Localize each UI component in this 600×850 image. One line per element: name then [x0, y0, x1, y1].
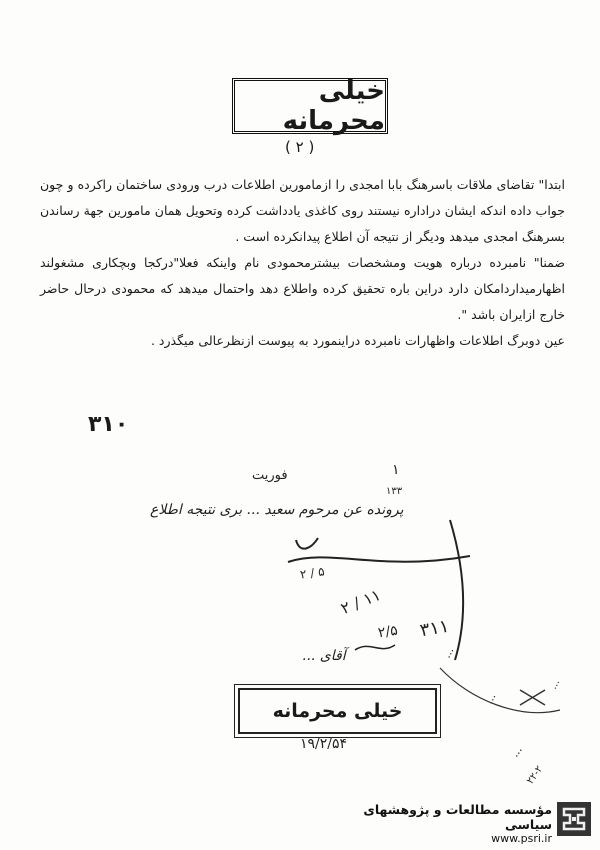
paragraph-2: ضمنا" نامبرده درباره هویت ومشخصات بیشترمحمودی نام واینکه فعلا"درکجا وبچکاری مشغولند اظهارمیداردامکان دارد دراین باره تحقیق کرده واطلاع دهد واحتمال میدهد که محمودی درحال حاضر خارج ازایران باشد ". [40, 255, 565, 322]
handwritten-number-2: ۳۱۱ [418, 615, 451, 642]
stroke-signature-1 [296, 538, 318, 549]
letter-body [40, 172, 565, 354]
document-number: ۳۱۰ [88, 412, 129, 437]
handwritten-number-1: ۲/۵ [376, 622, 399, 642]
archive-url[interactable]: www.psri.ir [491, 832, 552, 845]
page-number: ( ۲ ) [285, 138, 315, 156]
classification-stamp-bottom-text: خیلی محرمانه [272, 700, 403, 722]
stroke-bottom-left [355, 645, 395, 650]
handwritten-addressee: آقای ... [302, 648, 346, 664]
handwritten-note: پرونده عن مرحوم سعید ... بری نتیجه اطلاع [150, 502, 404, 518]
handwritten-side-note-4: ... [508, 743, 525, 760]
stroke-underline-1 [288, 556, 470, 562]
handwritten-mark-1: ۵ / ۲ [299, 564, 326, 582]
handwritten-code: ۱۳۳ [386, 486, 403, 497]
handwritten-side-note-5: ۲۲-۲ [525, 764, 546, 787]
handwritten-urgency: فوریت [252, 468, 288, 483]
archive-footer [320, 802, 552, 845]
handwritten-side-note-1: ... [440, 644, 457, 661]
handwritten-side-note-3: ... [548, 677, 563, 692]
logo-glyph [560, 805, 588, 833]
archive-org-name: مؤسسه مطالعات و پژوهشهای سیاسی [363, 802, 552, 832]
stroke-side-arc [440, 668, 563, 713]
handwritten-one: ۱ [392, 462, 400, 478]
handwritten-mark-2: ۱۱ / ۲ [337, 584, 384, 619]
handwritten-side-note-2: ... [482, 690, 499, 707]
classification-stamp-bottom [238, 688, 437, 734]
paragraph-1: ابتدا" تقاضای ملاقات باسرهنگ بابا امجدی را ازمامورین اطلاعات درب ورودی ساختمان راکرده و چون جواب داده اندکه ایشان دراداره نیستند روی کاغذی یادداشت کرده وتحویل همان مامورین جهة رساندن بسرهنگ امجدی میدهد ودیگر از نتیجه آن اطلاع پیدانکرده است . [40, 177, 565, 244]
handwritten-date: ۱۹/۲/۵۴ [300, 736, 348, 752]
classification-stamp-text: خیلی محرمانه [282, 76, 385, 136]
stroke-cross [520, 690, 545, 705]
classification-stamp [232, 78, 388, 134]
stroke-bracket [450, 520, 463, 660]
archive-logo-icon [557, 802, 591, 836]
paragraph-3: عین دوبرگ اطلاعات واظهارات نامبرده دراینمورد به پیوست ازنظرعالی میگذرد . [150, 333, 565, 348]
